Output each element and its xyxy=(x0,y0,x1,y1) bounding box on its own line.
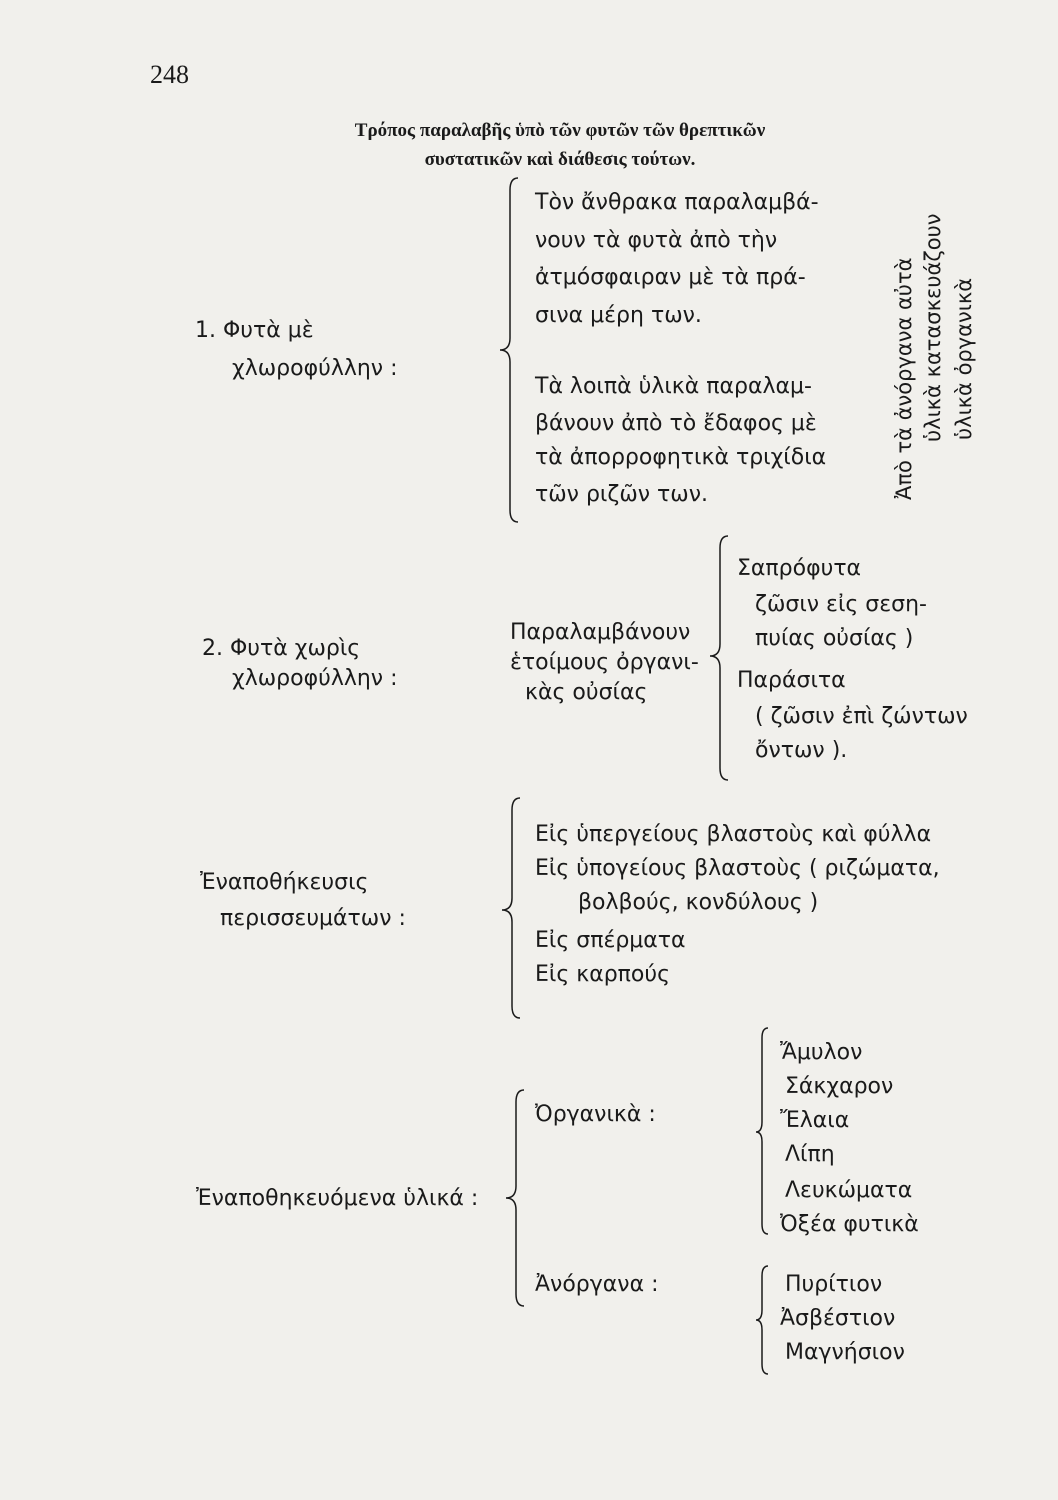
page-title xyxy=(240,116,880,174)
section1-other-line1: Τὰ λοιπὰ ὑλικὰ παραλαμ- xyxy=(535,374,812,399)
organic-brace xyxy=(748,1018,778,1248)
inorganic-brace xyxy=(748,1258,778,1384)
section1-brace xyxy=(490,170,530,530)
section1-other-line4: τῶν ριζῶν των. xyxy=(535,482,708,507)
section3-item2: Εἰς ὑπογείους βλαστοὺς ( ριζώματα, xyxy=(535,856,940,881)
section2-right-line3: πυίας οὐσίας ) xyxy=(755,626,914,651)
section1-label-line1: 1. Φυτὰ μὲ xyxy=(195,318,314,343)
section1-label-line2: χλωροφύλλην : xyxy=(232,356,398,381)
section4-brace xyxy=(496,1082,536,1322)
section3-item4: Εἰς καρπούς xyxy=(535,962,671,987)
section1-other-line2: βάνουν ἀπὸ τὸ ἔδαφος μὲ xyxy=(535,411,817,436)
section3-item3: Εἰς σπέρματα xyxy=(535,928,686,953)
section2-middle-line3: κὰς οὐσίας xyxy=(525,680,648,705)
section3-item2-cont: βολβούς, κονδύλους ) xyxy=(578,890,819,915)
section2-right-line2: ζῶσιν εἰς σεση- xyxy=(755,592,927,617)
inorganic-label: Ἀνόργανα : xyxy=(535,1272,659,1297)
title-line-2: συστατικῶν καὶ διάθεσις τούτων. xyxy=(424,149,696,170)
page-number: 248 xyxy=(150,60,189,89)
section1-carbon-line3: ἀτμόσφαιραν μὲ τὰ πρά- xyxy=(535,265,806,290)
organic-item3: Ἔλαια xyxy=(780,1108,850,1133)
section3-brace xyxy=(492,790,532,1030)
section3-label-line2: περισσευμάτων : xyxy=(220,906,406,931)
section2-middle-line1: Παραλαμβάνουν xyxy=(510,620,691,645)
organic-item6: Ὀξέα φυτικὰ xyxy=(780,1212,919,1237)
section2-brace xyxy=(700,528,740,788)
section2-middle-line2: ἑτοίμους ὀργανι- xyxy=(510,650,699,675)
organic-item2: Σάκχαρον xyxy=(785,1074,894,1099)
organic-item5: Λευκώματα xyxy=(785,1178,913,1203)
vertical-note-line1: Ἀπὸ τὰ ἀνόργανα αὐτὰ xyxy=(892,257,916,500)
section2-right-line4: Παράσιτα xyxy=(737,668,846,693)
section1-carbon-line1: Τὸν ἄνθρακα παραλαμβά- xyxy=(535,190,819,215)
section2-right-line6: ὄντων ). xyxy=(755,738,848,763)
section3-label-line1: Ἐναποθήκευσις xyxy=(200,870,369,895)
section2-label-line1: 2. Φυτὰ χωρὶς xyxy=(202,636,361,661)
section1-carbon-line2: νουν τὰ φυτὰ ἀπὸ τὴν xyxy=(535,228,778,253)
section1-carbon-line4: σινα μέρη των. xyxy=(535,303,702,328)
inorganic-item3: Μαγνήσιον xyxy=(785,1340,905,1365)
section3-item1: Εἰς ὑπεργείους βλαστοὺς καὶ φύλλα xyxy=(535,822,932,847)
inorganic-item1: Πυρίτιον xyxy=(785,1272,883,1297)
organic-item4: Λίπη xyxy=(785,1142,835,1167)
section1-other-line3: τὰ ἀπορροφητικὰ τριχίδια xyxy=(535,445,827,470)
section2-right-line1: Σαπρόφυτα xyxy=(737,556,862,581)
vertical-note-line2: ὑλικὰ κατασκευάζουν xyxy=(921,213,945,442)
organic-item1: Ἄμυλον xyxy=(780,1040,863,1065)
section4-label: Ἐναποθηκευόμενα ὑλικά : xyxy=(196,1186,479,1211)
section2-label-line2: χλωροφύλλην : xyxy=(232,666,398,691)
section2-right-line5: ( ζῶσιν ἐπὶ ζώντων xyxy=(755,704,968,729)
organic-label: Ὀργανικὰ : xyxy=(535,1102,656,1127)
title-line-1: Τρόπος παραλαβῆς ὑπὸ τῶν φυτῶν τῶν θρεπτικῶν xyxy=(354,120,766,141)
inorganic-item2: Ἀσβέστιον xyxy=(780,1306,896,1331)
vertical-note-line3: ὑλικὰ ὀργανικὰ xyxy=(952,277,976,440)
